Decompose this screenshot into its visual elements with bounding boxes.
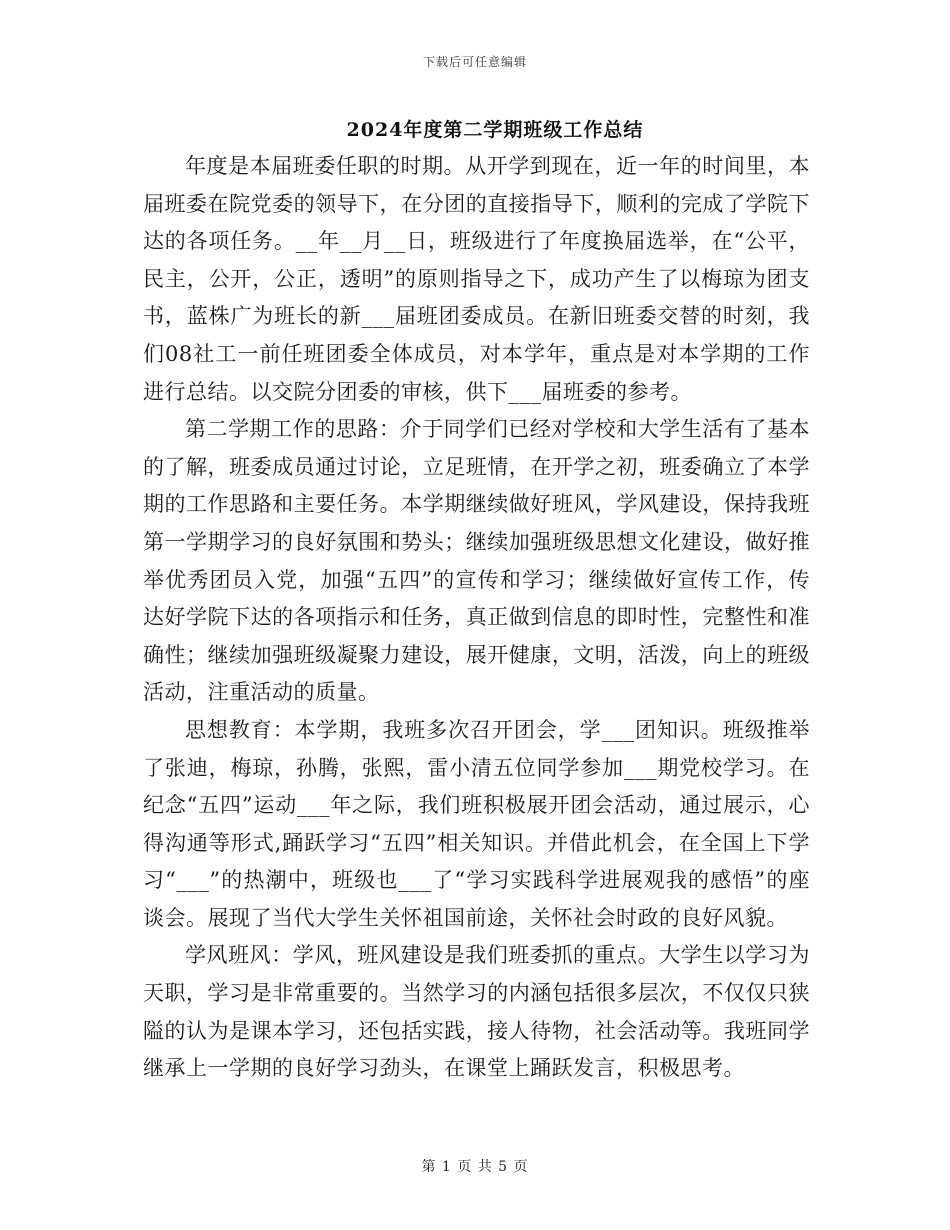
document-title: 2024年度第二学期班级工作总结 <box>346 119 644 141</box>
page-number-footer: 第 1 页 共 5 页 <box>421 1159 529 1175</box>
paragraph: 年度是本届班委任职的时期。从开学到现在，近一年的时间里，本届班委在院党委的领导下，在分团的直接指导下，顺利的完成了学院下达的各项任务。__年__月__日，班级进行了年度换届选举，在“公平，民主，公开，公正，透明”的原则指导之下，成功产生了以梅琼为团支书，蓝株广为班长的新___届班团委成员。在新旧班委交替的时刻，我们08社工一前任班团委全体成员，对本学年，重点是对本学期的工作进行总结。以交院分团委的审核，供下___届班委的参考。 <box>143 154 810 404</box>
document-body <box>143 148 810 1088</box>
header-note: 下载后可任意编辑 <box>422 55 527 69</box>
paragraph: 第二学期工作的思路：介于同学们已经对学校和大学生活有了基本的了解，班委成员通过讨论，立足班情，在开学之初，班委确立了本学期的工作思路和主要任务。本学期继续做好班风，学风建设，保持我班第一学期学习的良好氛围和势头；继续加强班级思想文化建设，做好推举优秀团员入党，加强“五四”的宣传和学习；继续做好宣传工作，传达好学院下达的各项指示和任务，真正做到信息的即时性，完整性和准确性；继续加强班级凝聚力建设，展开健康，文明，活泼，向上的班级活动，注重活动的质量。 <box>143 417 810 705</box>
paragraph: 思想教育：本学期，我班多次召开团会，学___团知识。班级推举了张迪，梅琼，孙腾，张熙，雷小清五位同学参加___期党校学习。在纪念“五四”运动___年之际，我们班积极展开团会活动，通过展示，心得沟通等形式,踊跃学习“五四”相关知识。并借此机会，在全国上下学习“___”的热潮中，班级也___了“学习实践科学进展观我的感悟”的座谈会。展现了当代大学生关怀祖国前途，关怀社会时政的良好风貌。 <box>143 717 810 930</box>
paragraph: 学风班风：学风，班风建设是我们班委抓的重点。大学生以学习为天职，学习是非常重要的。当然学习的内涵包括很多层次，不仅仅只狭隘的认为是课本学习，还包括实践，接人待物，社会活动等。我班同学继承上一学期的良好学习劲头，在课堂上踊跃发言，积极思考。 <box>143 943 810 1081</box>
